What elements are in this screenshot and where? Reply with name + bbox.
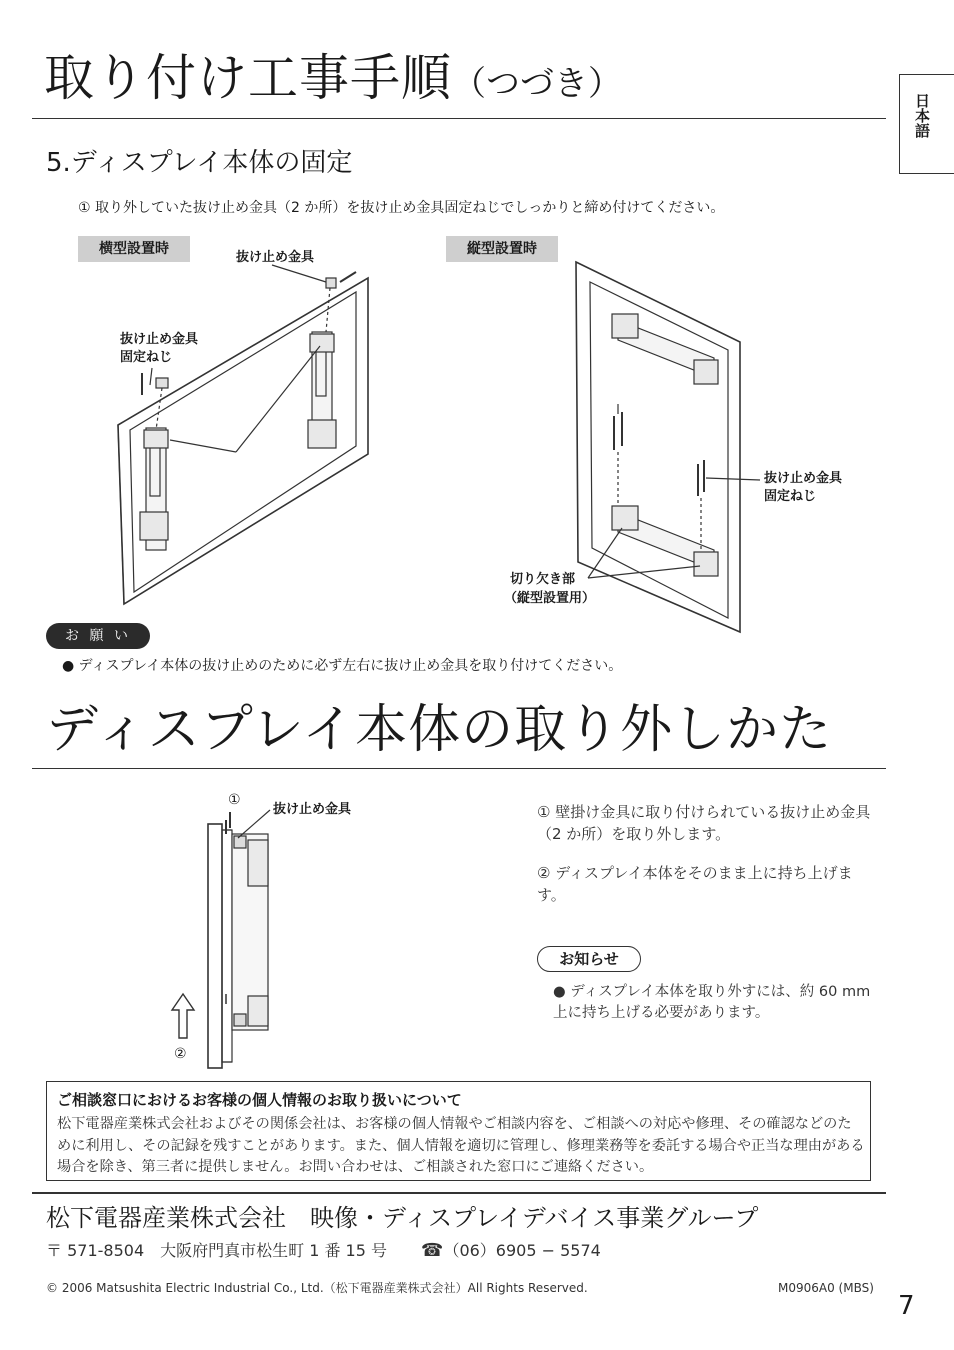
vertical-notch-label-1: 切り欠き部 [510, 572, 576, 587]
horizontal-install-tag: 横型設置時 [78, 236, 190, 262]
removal-bracket-label: 抜け止め金具 [273, 802, 352, 817]
telephone-icon: ☎ [421, 1240, 444, 1261]
vertical-install-tag: 縦型設置時 [446, 236, 558, 262]
step-text: ① 取り外していた抜け止め金具（2 か所）を抜け止め金具固定ねじでしっかりと締め付けてください。 [78, 200, 725, 216]
document-code: M0906A0 (MBS) [778, 1281, 874, 1295]
info-badge: お知らせ [537, 946, 641, 972]
privacy-heading: ご相談窓口におけるお客様の個人情報のお取り扱いについて [57, 1091, 462, 1109]
privacy-body: 松下電器産業株式会社およびその関係会社は、お客様の個人情報やご相談内容を、ご相談への対応や修理、その確認などのために利用し、その記録を残すことがあります。また、個人情報を適切に管理し、修理業務等を委託する場合や正当な理由がある場合を除き、第三者に提供しません。お問い合わせは、ご相談された窓口にご連絡ください。 [57, 1116, 865, 1175]
footer-divider [32, 1192, 886, 1194]
info-note: ● ディスプレイ本体を取り外すには、約 60 mm 上に持ち上げる必要があります。 [553, 984, 871, 1021]
page-title-main: 取り付け工事手順 [44, 49, 452, 107]
horizontal-screw-label-2: 固定ねじ [120, 350, 173, 365]
copyright: © 2006 Matsushita Electric Industrial Co., Ltd.（松下電器産業株式会社）All Rights Reserved. [46, 1281, 588, 1295]
page-title-sub: （つづき） [452, 64, 622, 104]
page-number: 7 [898, 1291, 915, 1321]
phone-number: （06）6905 − 5574 [443, 1241, 601, 1260]
vertical-screw-label-1: 抜け止め金具 [764, 471, 843, 486]
removal-title: ディスプレイ本体の取り外しかた [46, 700, 833, 760]
removal-step-1: ① 壁掛け金具に取り付けられている抜け止め金具（2 か所）を取り外します。 [537, 803, 871, 843]
postal-address: 〒 571-8504 大阪府門真市松生町 1 番 15 号 [46, 1241, 388, 1260]
horizontal-screw-label-1: 抜け止め金具 [120, 332, 199, 347]
section-heading: 5.ディスプレイ本体の固定 [46, 148, 353, 178]
vertical-screw-label-2: 固定ねじ [764, 489, 817, 504]
request-badge: お 願 い [46, 623, 150, 649]
horizontal-bracket-label: 抜け止め金具 [236, 250, 315, 265]
privacy-notice-box [46, 1081, 871, 1181]
company-name: 松下電器産業株式会社 映像・ディスプレイデバイス事業グループ [46, 1204, 759, 1232]
removal-step-2: ② ディスプレイ本体をそのまま上に持ち上げます。 [537, 864, 853, 904]
request-note: ● ディスプレイ本体の抜け止めのために必ず左右に抜け止め金具を取り付けてください。 [62, 658, 623, 674]
language-tab-label: 日本語 [913, 93, 931, 138]
removal-marker-1: ① [228, 792, 241, 808]
vertical-notch-label-2: （縦型設置用） [504, 591, 596, 606]
company-address [46, 1240, 601, 1262]
removal-marker-2: ② [174, 1046, 187, 1062]
